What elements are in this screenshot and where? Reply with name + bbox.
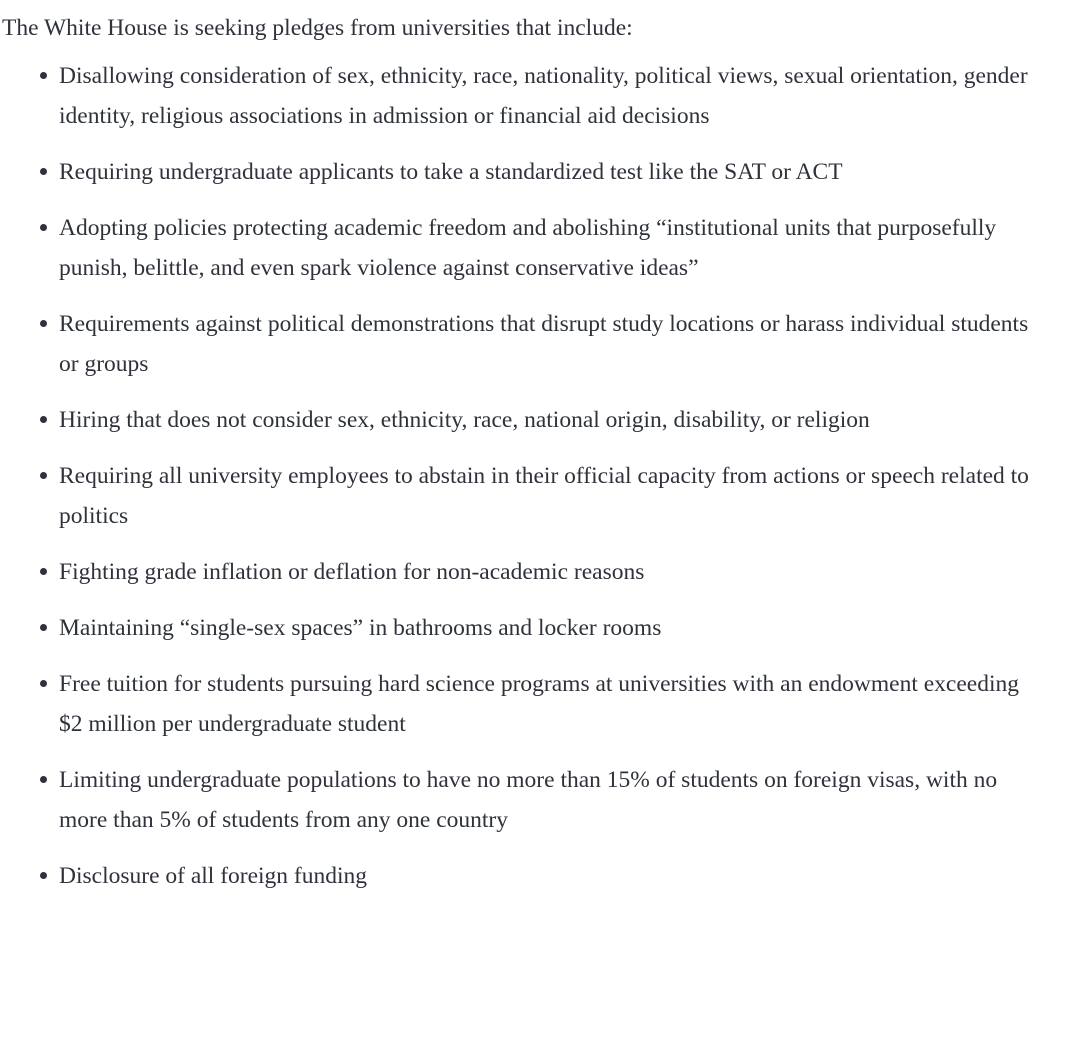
bullet-icon <box>40 168 47 175</box>
list-item-text: Requirements against political demonstrations that disrupt study locations or harass individual students or groups <box>59 311 1029 377</box>
list-item-text: Limiting undergraduate populations to have no more than 15% of students on foreign visas, with no more than 5% of students from any one country <box>59 767 998 833</box>
list-item <box>59 608 1036 648</box>
bullet-icon <box>40 320 47 327</box>
bullet-icon <box>40 224 47 231</box>
list-item-text: Free tuition for students pursuing hard science programs at universities with an endowment exceeding $2 million per undergraduate student <box>59 671 1019 737</box>
list-item <box>59 456 1036 536</box>
bullet-icon <box>40 872 47 879</box>
list-item <box>59 208 1036 288</box>
list-item <box>59 664 1036 744</box>
list-item <box>59 304 1036 384</box>
list-item-text: Hiring that does not consider sex, ethnicity, race, national origin, disability, or religion <box>59 407 870 433</box>
list-item <box>59 152 1036 192</box>
list-item-text: Adopting policies protecting academic freedom and abolishing “institutional units that purposefully punish, belittle, and even spark violence against conservative ideas” <box>59 215 997 281</box>
bullet-icon <box>40 776 47 783</box>
bullet-icon <box>40 624 47 631</box>
bullet-icon <box>40 568 47 575</box>
intro-paragraph: The White House is seeking pledges from universities that include: <box>2 15 633 41</box>
list-item-text: Disallowing consideration of sex, ethnicity, race, nationality, political views, sexual orientation, gender identity, religious associations in admission or financial aid decisions <box>59 63 1028 129</box>
bullet-icon <box>40 680 47 687</box>
bullet-icon <box>40 416 47 423</box>
list-item-text: Fighting grade inflation or deflation for non-academic reasons <box>59 559 645 585</box>
bullet-icon <box>40 472 47 479</box>
list-item-text: Requiring undergraduate applicants to take a standardized test like the SAT or ACT <box>59 159 843 185</box>
list-item-text: Disclosure of all foreign funding <box>59 863 368 889</box>
list-item <box>59 760 1036 840</box>
pledge-list <box>2 56 1036 896</box>
list-item-text: Requiring all university employees to abstain in their official capacity from actions or speech related to politics <box>59 463 1029 529</box>
list-item <box>59 856 1036 896</box>
list-item <box>59 56 1036 136</box>
bullet-icon <box>40 72 47 79</box>
list-item <box>59 552 1036 592</box>
list-item-text: Maintaining “single-sex spaces” in bathrooms and locker rooms <box>59 615 662 641</box>
list-item <box>59 400 1036 440</box>
